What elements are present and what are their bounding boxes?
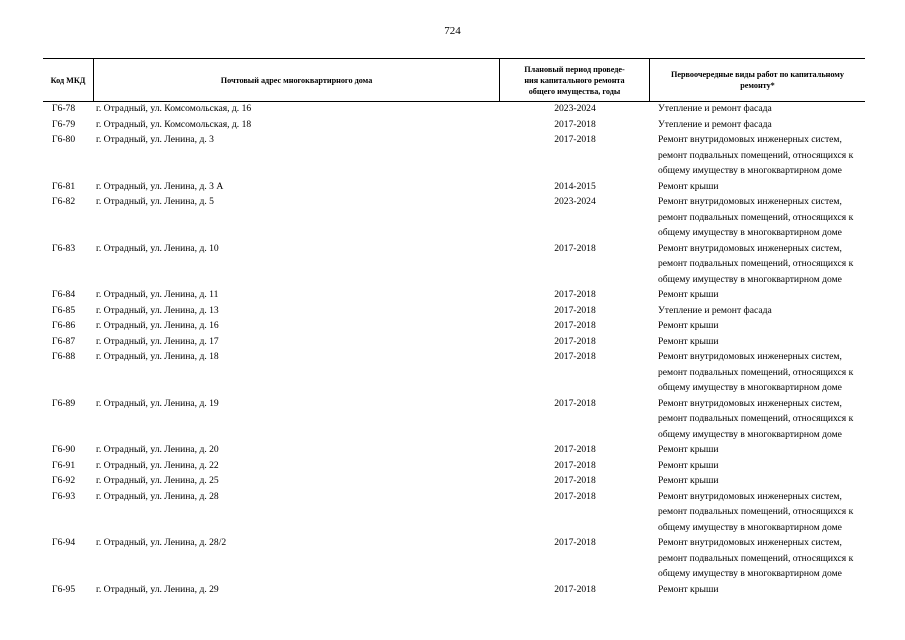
header-code: Код МКД: [43, 59, 94, 101]
cell-address: г. Отрадный, ул. Ленина, д. 3: [96, 134, 214, 145]
cell-address: г. Отрадный, ул. Комсомольская, д. 18: [96, 118, 252, 130]
cell-code: Г6-84: [52, 289, 76, 300]
cell-address: г. Отрадный, ул. Ленина, д. 17: [96, 335, 219, 347]
table-row: [43, 489, 865, 536]
cell-period: 2017-2018: [554, 320, 596, 331]
cell-code: Г6-93: [52, 490, 76, 502]
cell-address: г. Отрадный, ул. Ленина, д. 10: [96, 242, 219, 254]
cell-address: г. Отрадный, ул. Ленина, д. 19: [96, 397, 219, 409]
works-line: Ремонт крыши: [658, 180, 719, 192]
cell-works: [650, 101, 865, 117]
works-line: общему имуществу в многоквартирном доме: [658, 227, 842, 238]
cell-code: Г6-85: [52, 304, 76, 316]
cell-code: Г6-89: [52, 397, 76, 409]
cell-address: г. Отрадный, ул. Ленина, д. 28/2: [96, 537, 227, 548]
cell-period: 2017-2018: [554, 537, 596, 548]
cell-works: [650, 287, 865, 303]
works-line: общему имуществу в многоквартирном доме: [658, 568, 842, 579]
works-line: Утепление и ремонт фасада: [658, 118, 772, 130]
cell-address: г. Отрадный, ул. Ленина, д. 13: [96, 304, 219, 316]
cell-code: Г6-92: [52, 475, 76, 486]
cell-code: Г6-95: [52, 583, 76, 595]
table-row: [43, 349, 865, 396]
cell-works: [650, 179, 865, 195]
table-row: [43, 117, 865, 133]
works-line: ремонт подвальных помещений, относящихся к: [658, 211, 854, 223]
table-row: [43, 287, 865, 303]
works-line: Ремонт крыши: [658, 459, 719, 471]
table-row: [43, 458, 865, 474]
table-row: [43, 473, 865, 489]
cell-address: г. Отрадный, ул. Ленина, д. 11: [96, 289, 219, 300]
cell-period: 2017-2018: [554, 242, 596, 254]
works-line: ремонт подвальных помещений, относящихся к: [658, 149, 854, 161]
cell-period: 2017-2018: [554, 397, 596, 409]
cell-period: 2023-2024: [554, 196, 596, 207]
table-row: [43, 396, 865, 443]
works-line: Ремонт внутридомовых инженерных систем,: [658, 490, 842, 502]
table-row: [43, 334, 865, 350]
table-row: [43, 535, 865, 582]
cell-code: Г6-79: [52, 118, 76, 130]
works-line: общему имуществу в многоквартирном доме: [658, 521, 842, 533]
cell-works: [650, 318, 865, 334]
cell-code: Г6-94: [52, 537, 76, 548]
cell-period: 2017-2018: [554, 304, 596, 316]
cell-works: [650, 458, 865, 474]
table-body: [43, 101, 865, 597]
cell-works: [650, 132, 865, 179]
cell-works: [650, 241, 865, 288]
cell-period: 2014-2015: [554, 180, 596, 192]
works-line: Ремонт крыши: [658, 444, 719, 455]
cell-code: Г6-82: [52, 196, 76, 207]
works-line: Ремонт внутридомовых инженерных систем,: [658, 242, 842, 254]
works-line: Ремонт крыши: [658, 335, 719, 347]
cell-works: [650, 489, 865, 536]
works-line: Ремонт внутридомовых инженерных систем,: [658, 397, 842, 409]
cell-works: [650, 194, 865, 241]
cell-code: Г6-91: [52, 459, 76, 471]
works-line: Ремонт внутридомовых инженерных систем,: [658, 134, 842, 145]
cell-code: Г6-78: [52, 103, 76, 114]
table-row: [43, 194, 865, 241]
works-line: Ремонт внутридомовых инженерных систем,: [658, 537, 842, 548]
table-row: [43, 241, 865, 288]
cell-address: г. Отрадный, ул. Ленина, д. 20: [96, 444, 219, 455]
works-line: общему имуществу в многоквартирном доме: [658, 428, 842, 440]
works-line: общему имуществу в многоквартирном доме: [658, 165, 842, 176]
header-address: Почтовый адрес многоквартирного дома: [94, 59, 500, 101]
works-line: Ремонт крыши: [658, 583, 719, 595]
cell-works: [650, 396, 865, 443]
cell-code: Г6-81: [52, 180, 76, 192]
works-line: Ремонт крыши: [658, 289, 719, 300]
cell-period: 2017-2018: [554, 118, 596, 130]
table-row: [43, 318, 865, 334]
cell-period: 2017-2018: [554, 490, 596, 502]
cell-address: г. Отрадный, ул. Ленина, д. 28: [96, 490, 219, 502]
table-row: [43, 132, 865, 179]
cell-code: Г6-83: [52, 242, 76, 254]
works-line: ремонт подвальных помещений, относящихся к: [658, 366, 854, 378]
cell-code: Г6-90: [52, 444, 76, 455]
works-line: Ремонт крыши: [658, 475, 719, 486]
cell-address: г. Отрадный, ул. Ленина, д. 18: [96, 351, 219, 362]
cell-address: г. Отрадный, ул. Ленина, д. 16: [96, 320, 219, 331]
cell-address: г. Отрадный, ул. Ленина, д. 5: [96, 196, 214, 207]
cell-works: [650, 473, 865, 489]
header-period: Плановый период проведе- ния капитального ремонта общего имущества, годы: [500, 59, 650, 101]
cell-period: 2017-2018: [554, 134, 596, 145]
table-row: [43, 442, 865, 458]
cell-period: 2017-2018: [554, 475, 596, 486]
works-line: общему имуществу в многоквартирном доме: [658, 273, 842, 285]
cell-works: [650, 442, 865, 458]
cell-code: Г6-80: [52, 134, 76, 145]
cell-works: [650, 349, 865, 396]
cell-code: Г6-88: [52, 351, 76, 362]
works-line: ремонт подвальных помещений, относящихся к: [658, 552, 854, 564]
cell-address: г. Отрадный, ул. Ленина, д. 29: [96, 583, 219, 595]
cell-period: 2017-2018: [554, 289, 596, 300]
page-number: 724: [444, 25, 461, 37]
cell-code: Г6-87: [52, 335, 76, 347]
works-line: Ремонт внутридомовых инженерных систем,: [658, 351, 842, 362]
cell-works: [650, 334, 865, 350]
cell-works: [650, 303, 865, 319]
works-line: Утепление и ремонт фасада: [658, 103, 772, 114]
cell-address: г. Отрадный, ул. Ленина, д. 22: [96, 459, 219, 471]
cell-works: [650, 582, 865, 598]
cell-code: Г6-86: [52, 320, 76, 331]
cell-address: г. Отрадный, ул. Ленина, д. 3 А: [96, 180, 224, 192]
table-row: [43, 303, 865, 319]
works-line: Ремонт крыши: [658, 320, 719, 331]
works-line: ремонт подвальных помещений, относящихся к: [658, 258, 854, 269]
header-works: Первоочередные виды работ по капитальному ремонту*: [671, 70, 844, 90]
cell-works: [650, 535, 865, 582]
works-line: общему имуществу в многоквартирном доме: [658, 382, 842, 393]
table-row: [43, 179, 865, 195]
works-line: Ремонт внутридомовых инженерных систем,: [658, 196, 842, 207]
cell-address: г. Отрадный, ул. Ленина, д. 25: [96, 475, 219, 486]
cell-works: [650, 117, 865, 133]
cell-period: 2017-2018: [554, 583, 596, 595]
cell-period: 2017-2018: [554, 351, 596, 362]
table-row: [43, 582, 865, 598]
cell-period: 2023-2024: [554, 103, 596, 114]
cell-period: 2017-2018: [554, 335, 596, 347]
table-header: [43, 58, 865, 102]
cell-address: г. Отрадный, ул. Комсомольская, д. 16: [96, 103, 252, 114]
cell-period: 2017-2018: [554, 459, 596, 471]
works-line: ремонт подвальных помещений, относящихся к: [658, 506, 854, 517]
works-line: Утепление и ремонт фасада: [658, 304, 772, 316]
table-row: [43, 101, 865, 117]
cell-period: 2017-2018: [554, 444, 596, 455]
works-line: ремонт подвальных помещений, относящихся к: [658, 413, 854, 424]
